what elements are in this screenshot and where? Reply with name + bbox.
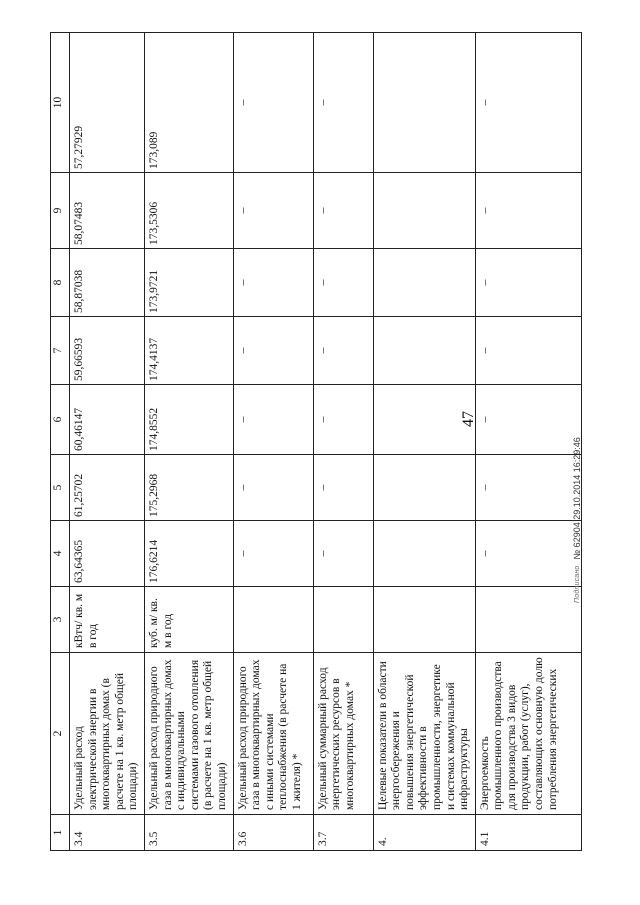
header-cell: 1 [51, 815, 70, 851]
table-row [313, 33, 373, 851]
value-cell: 58,07483 [70, 173, 145, 249]
header-cell: 5 [51, 455, 70, 521]
table-row [70, 33, 145, 851]
header-cell: 10 [51, 33, 70, 173]
header-cell: 2 [51, 653, 70, 815]
value-cell: – [233, 249, 313, 317]
indicator-name-cell: Удельный расход природного газа в многоквартирных домах с индивидуальными системами газового отопления (в расчете на 1 кв. метр общей площади) [144, 653, 233, 815]
value-cell: 173,5306 [144, 173, 233, 249]
value-cell: 61,25702 [70, 455, 145, 521]
header-cell: 7 [51, 317, 70, 385]
value-cell: – [233, 521, 313, 587]
row-number-cell: 4.1 [475, 815, 581, 851]
value-cell: – [313, 249, 373, 317]
signature-stamp: Подписано [573, 565, 581, 603]
value-cell: 60,46147 [70, 385, 145, 455]
header-cell: 8 [51, 249, 70, 317]
value-cell: 174,4137 [144, 317, 233, 385]
page-number: 47 [460, 411, 477, 427]
value-cell: 57,27929 [70, 33, 145, 173]
value-cell: 173,9721 [144, 249, 233, 317]
rotated-table-container [50, 33, 564, 851]
unit-cell: куб. м/ кв. м в год [144, 587, 233, 653]
indicator-name-cell: Удельный расход электрической энергии в многоквартирных домах (в расчете на 1 кв. метр общей площади) [70, 653, 145, 815]
table-body [51, 33, 582, 851]
value-cell: – [233, 455, 313, 521]
header-cell: 9 [51, 173, 70, 249]
value-cell: – [475, 521, 581, 587]
header-cell: 4 [51, 521, 70, 587]
unit-cell [475, 587, 581, 653]
value-cell: 176,6214 [144, 521, 233, 587]
value-cell: – [233, 385, 313, 455]
value-cell: – [313, 455, 373, 521]
header-cell: 3 [51, 587, 70, 653]
value-cell [373, 33, 475, 173]
value-cell: – [313, 33, 373, 173]
row-number-cell: 4. [373, 815, 475, 851]
footer-text: № 62904 29.10.2014 16:29:46 [572, 437, 582, 560]
value-cell: – [313, 385, 373, 455]
value-cell: – [475, 385, 581, 455]
table-row [373, 33, 475, 851]
value-cell: 58,87038 [70, 249, 145, 317]
header-cell: 6 [51, 385, 70, 455]
value-cell: 174,8552 [144, 385, 233, 455]
value-cell [373, 173, 475, 249]
value-cell: 173,089 [144, 33, 233, 173]
value-cell: – [313, 317, 373, 385]
indicator-name-cell: Удельный расход природного газа в многоквартирных домах с иными системами теплоснабжения (в расчете на 1 жителя) * [233, 653, 313, 815]
value-cell: – [313, 173, 373, 249]
header-row [51, 33, 70, 851]
unit-cell [233, 587, 313, 653]
row-number-cell: 3.4 [70, 815, 145, 851]
value-cell: – [233, 173, 313, 249]
indicator-name-cell: Энергоемкость промышленного производства для производства 3 видов продукции, работ (услуг), составляющих основную долю потребления энергетических [475, 653, 581, 815]
value-cell: – [475, 249, 581, 317]
table-row [475, 33, 581, 851]
unit-cell: кВтч/ кв. м в год [70, 587, 145, 653]
row-number-cell: 3.7 [313, 815, 373, 851]
value-cell: – [313, 521, 373, 587]
value-cell [373, 249, 475, 317]
indicator-name-cell: Удельный суммарный расход энергетических ресурсов в многоквартирных домах * [313, 653, 373, 815]
value-cell: – [475, 317, 581, 385]
value-cell: – [475, 173, 581, 249]
footer [568, 273, 586, 603]
indicator-name-cell: Целевые показатели в области энергосбережения и повышения энергетической эффективности в промышленности, энергетике и системах коммунальной инфраструктуры [373, 653, 475, 815]
value-cell: – [233, 317, 313, 385]
targets-table [50, 32, 582, 851]
value-cell: – [475, 455, 581, 521]
row-number-cell: 3.6 [233, 815, 313, 851]
value-cell [373, 521, 475, 587]
value-cell: 63,64365 [70, 521, 145, 587]
unit-cell [373, 587, 475, 653]
value-cell [373, 455, 475, 521]
value-cell [373, 385, 475, 455]
value-cell: 59,66593 [70, 317, 145, 385]
value-cell: 175,2968 [144, 455, 233, 521]
table-row [233, 33, 313, 851]
value-cell: – [233, 33, 313, 173]
row-number-cell: 3.5 [144, 815, 233, 851]
unit-cell [313, 587, 373, 653]
value-cell [373, 317, 475, 385]
value-cell: – [475, 33, 581, 173]
table-row [144, 33, 233, 851]
